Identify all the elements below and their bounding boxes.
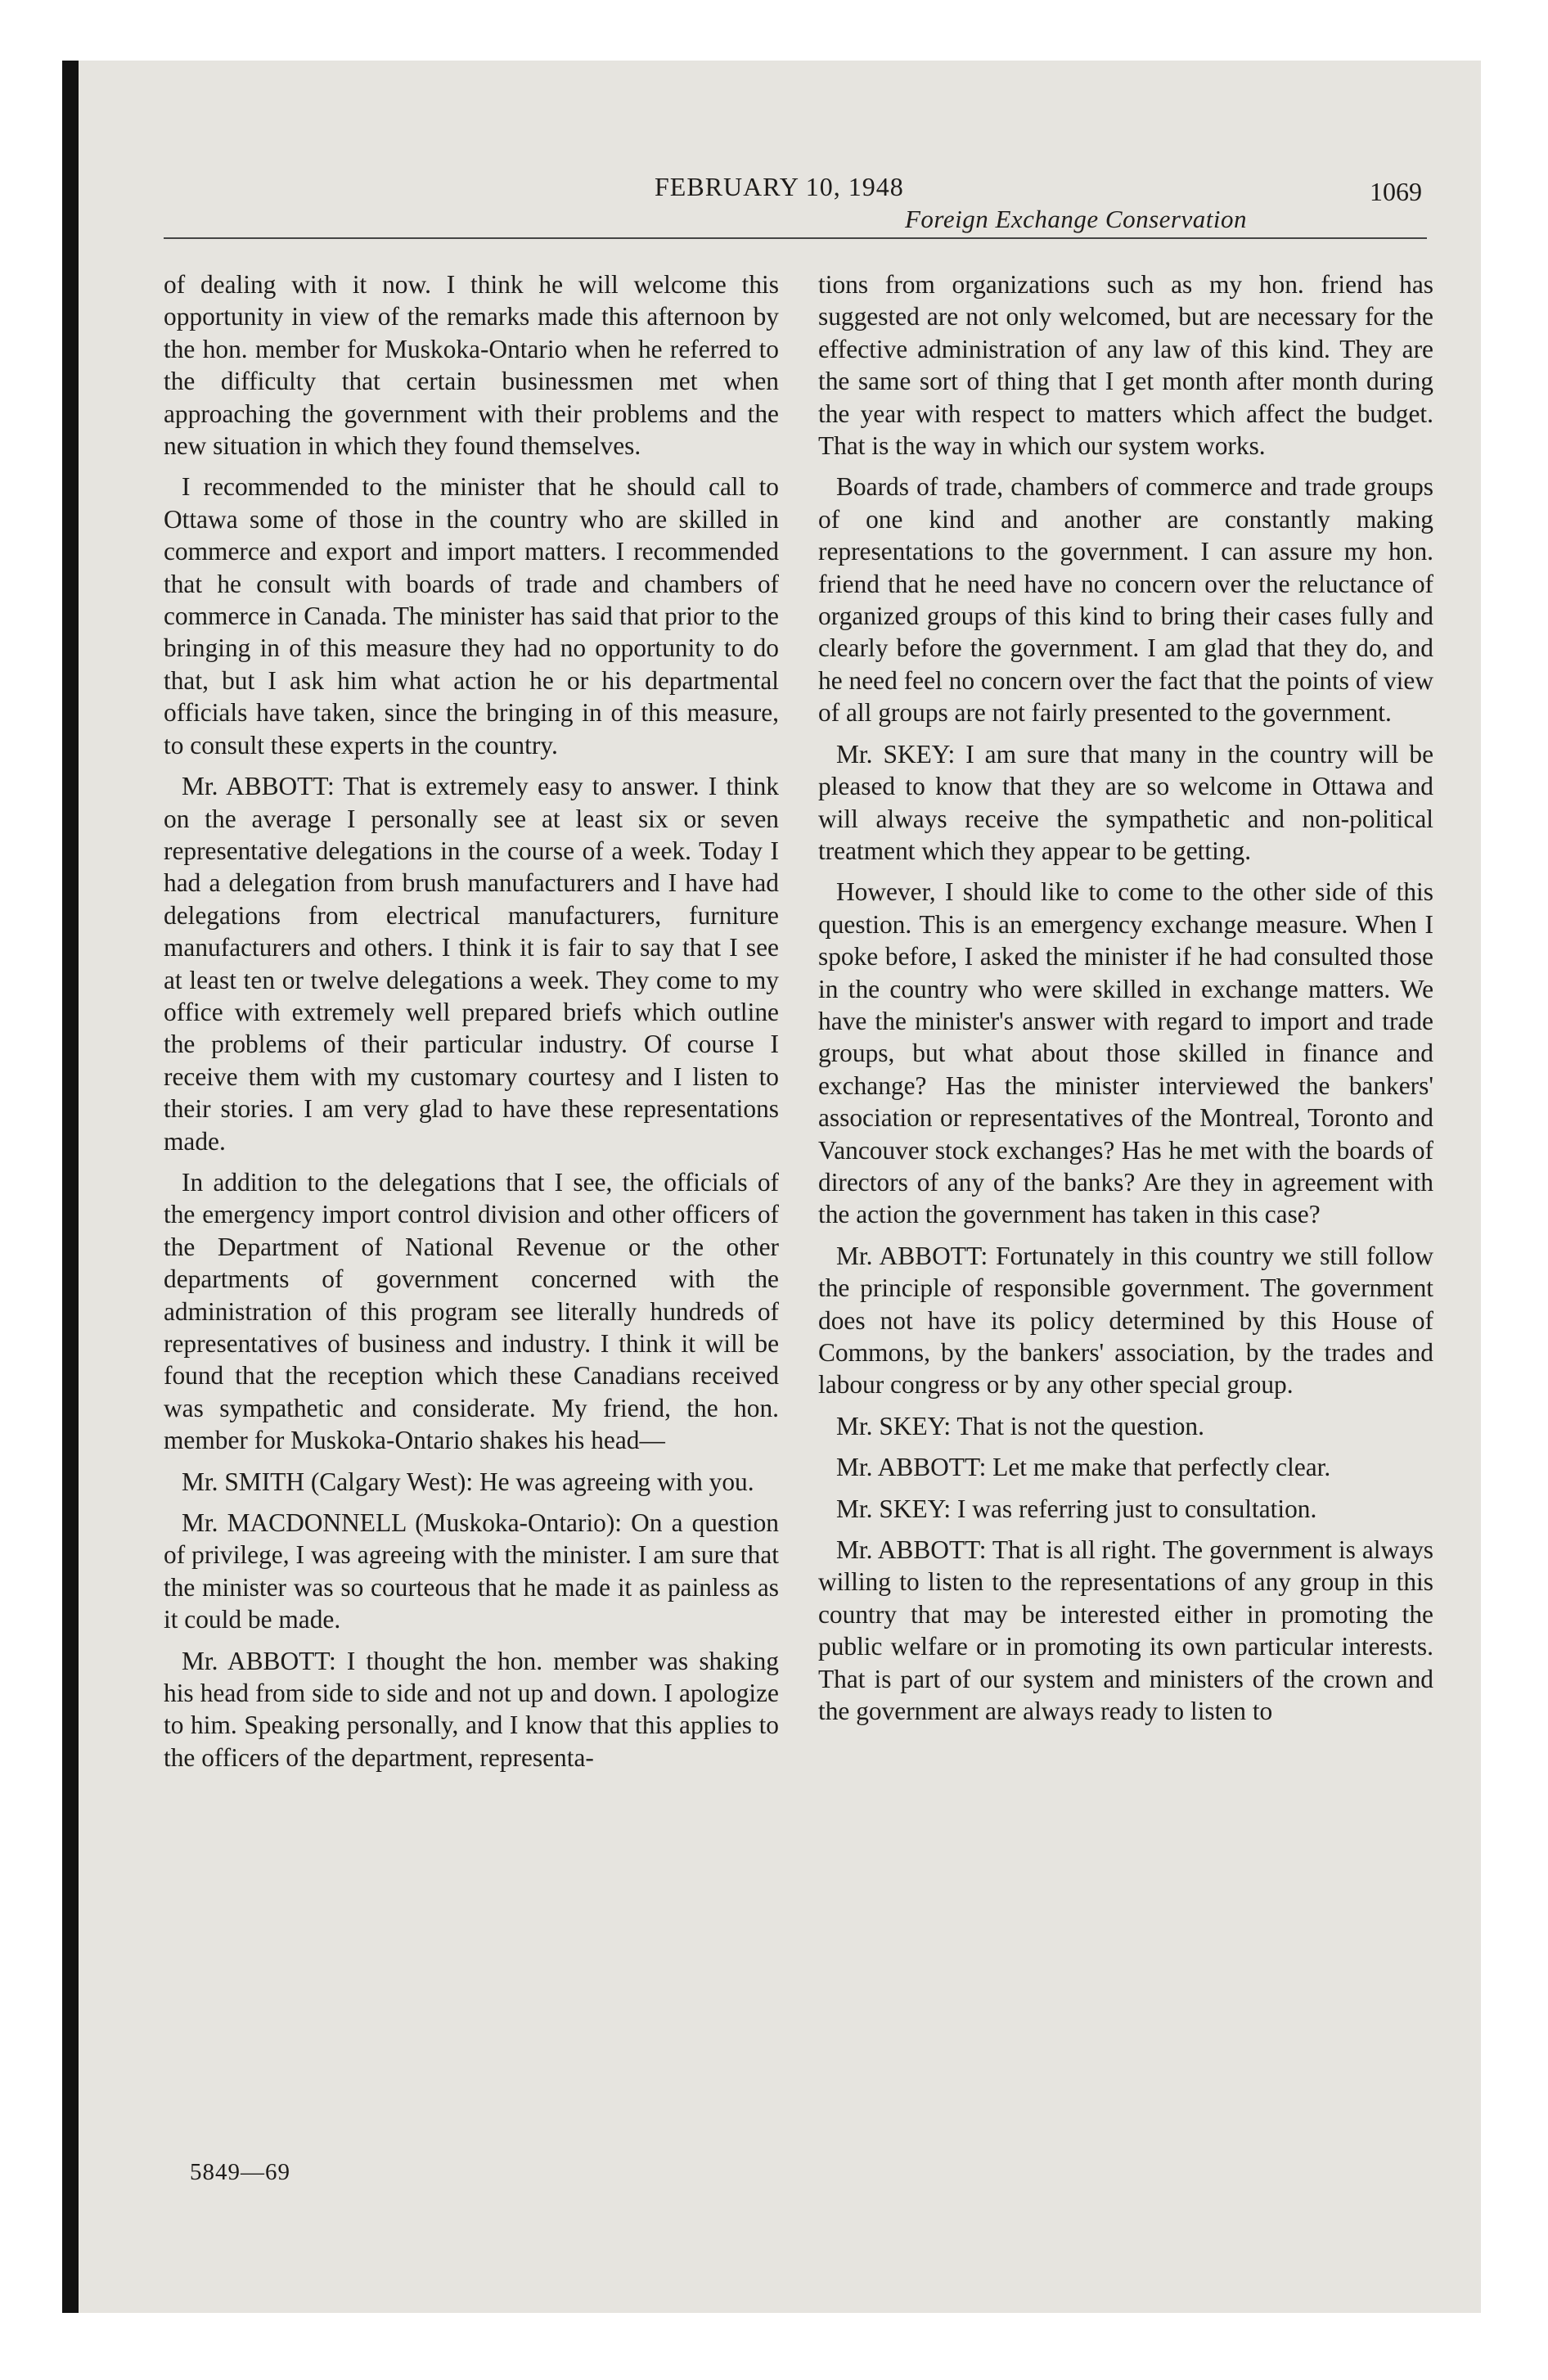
paragraph: Mr. ABBOTT: I thought the hon. member was shaking his head from side to side and not up and down. I apologize to him. Speaking personally, and I know that this applies to the officers of the department, representa- bbox=[164, 1646, 779, 1772]
running-title: Foreign Exchange Conservation bbox=[905, 205, 1247, 233]
paragraph: of dealing with it now. I think he will welcome this opportunity in view of the remarks made this afternoon by the hon. member for Muskoka-Ontario when he referred to the difficulty that certain businessmen met when approaching the government with their problems and the new situation in which they found themselves. bbox=[164, 270, 779, 461]
paragraph: Mr. ABBOTT: Fortunately in this country we still follow the principle of responsible government. The government does not have its policy determined by this House of Commons, by the bankers' association, by the trades and labour congress or by any other special group. bbox=[818, 1241, 1433, 1400]
paragraph: However, I should like to come to the other side of this question. This is an emergency exchange measure. When I spoke before, I asked the minister if he had consulted those in the country who were skilled in exchange matters. We have the minister's answer with regard to import and trade groups, but what about those skilled in finance and exchange? Has the minister interviewed the bankers' association or representatives of the Montreal, Toronto and Vancouver stock exchanges? Has he met with the boards of directors of any of the banks? Are they in agreement with the action the government has taken in this case? bbox=[818, 877, 1433, 1229]
paragraph: In addition to the delegations that I see, the officials of the emergency import control division and other officers of the Department of National Revenue or the other departments of government concerned with the administration of this program see literally hundreds of representatives of business and industry. I think it will be found that the reception which these Canadians received was sympathetic and considerate. My friend, the hon. member for Muskoka-Ontario shakes his head— bbox=[164, 1167, 779, 1455]
paragraph: Mr. MACDONNELL (Muskoka-Ontario): On a question of privilege, I was agreeing with the minister. I am sure that the minister was so courteous that he made it as painless as it could be made. bbox=[164, 1508, 779, 1634]
paragraph: Boards of trade, chambers of commerce and trade groups of one kind and another are constantly making representations to the government. I can assure my hon. friend that he need have no concern over the reluctance of organized groups of this kind to bring their cases fully and clearly before the government. I am glad that they do, and he need feel no concern over the fact that the points of view of all groups are not fairly presented to the government. bbox=[818, 472, 1433, 728]
paragraph: Mr. ABBOTT: That is extremely easy to answer. I think on the average I personally see at least six or seven representative delegations in the course of a week. Today I had a delegation from brush manufacturers and I have had delegations from electrical manufacturers, furniture manufacturers and others. I think it is fair to say that I see at least ten or twelve delegations a week. They come to my office with extremely well prepared briefs which outline the problems of their particular industry. Of course I receive them with my customary courtesy and I listen to their stories. I am very glad to have these representations made. bbox=[164, 772, 779, 1156]
right-column bbox=[818, 268, 1433, 1736]
signature-mark: 5849—69 bbox=[190, 2159, 290, 2185]
paragraph: Mr. SKEY: I am sure that many in the country will be pleased to know that they are so welcome in Ottawa and will always receive the sympathetic and non-political treatment which they appear to be getting. bbox=[818, 739, 1433, 865]
left-column bbox=[164, 268, 779, 1783]
paragraph: Mr. SMITH (Calgary West): He was agreeing with you. bbox=[182, 1467, 754, 1496]
paragraph: Mr. SKEY: I was referring just to consultation. bbox=[836, 1494, 1317, 1523]
paragraph: Mr. SKEY: That is not the question. bbox=[836, 1411, 1204, 1440]
header-rule bbox=[164, 237, 1427, 239]
page-number: 1069 bbox=[1370, 177, 1422, 206]
paragraph: tions from organizations such as my hon. friend has suggested are not only welcomed, but are necessary for the effective administration of any law of this kind. They are the same sort of thing that I get month after month during the year with respect to matters which affect the budget. That is the way in which our system works. bbox=[818, 270, 1433, 461]
paragraph: Mr. ABBOTT: That is all right. The government is always willing to listen to the representations of any group in this country that may be interested either in promoting the public welfare or in promoting its own particular interests. That is part of our system and ministers of the crown and the government are always ready to listen to bbox=[818, 1535, 1433, 1726]
page-header bbox=[164, 172, 1432, 237]
header-date: FEBRUARY 10, 1948 bbox=[655, 172, 904, 201]
paragraph: I recommended to the minister that he should call to Ottawa some of those in the country who are skilled in commerce and export and import matters. I recommended that he consult with boards of trade and chambers of commerce in Canada. The minister has said that prior to the bringing in of this measure they had no opportunity to do that, but I ask him what action he or his departmental officials have taken, since the bringing in of this measure, to consult these experts in the country. bbox=[164, 472, 779, 760]
paragraph: Mr. ABBOTT: Let me make that perfectly clear. bbox=[836, 1453, 1331, 1482]
